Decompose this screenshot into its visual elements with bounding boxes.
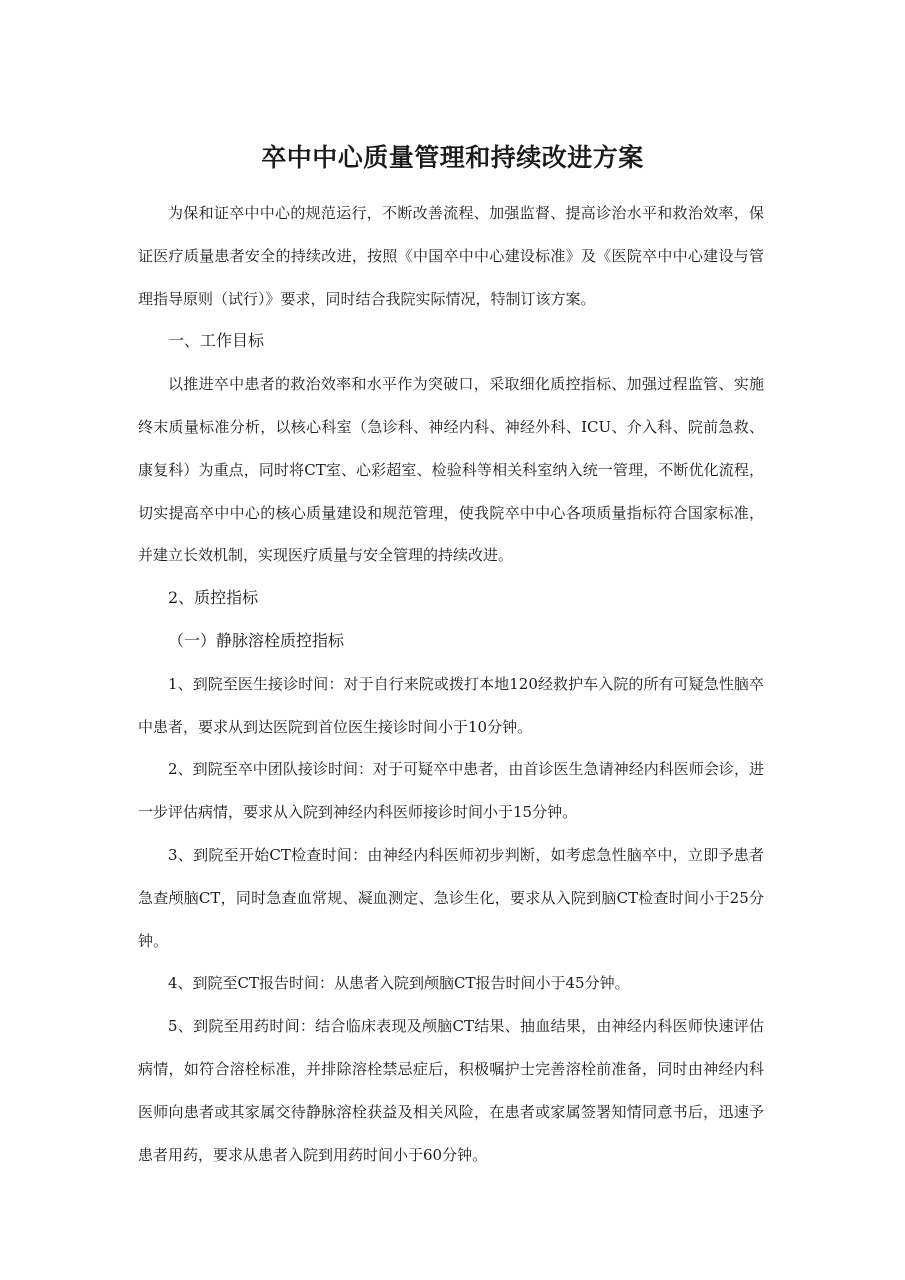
indicator-item-4: 4、到院至CT报告时间：从患者入院到颅脑CT报告时间小于45分钟。: [168, 974, 630, 993]
indicator-item-2: 2、到院至卒中团队接诊时间：对于可疑卒中患者，由首诊医生急请神经内科医师会诊，进一步评估病情，要求从入院到神经内科医师接诊时间小于15分钟。: [138, 760, 764, 822]
document-body: [138, 192, 764, 1176]
indicator-item-5: 5、到院至用药时间：结合临床表现及颅脑CT结果、抽血结果，由神经内科医师快速评估病情，如符合溶栓标准，并排除溶栓禁忌症后，积极嘱护士完善溶栓前准备，同时由神经内科医师向患者或其家属交待静脉溶栓获益及相关风险，在患者或家属签署知情同意书后，迅速予患者用药，要求从患者入院到用药时间小于60分钟。: [138, 1017, 764, 1164]
section-heading-work-goals: 一、工作目标: [168, 331, 265, 351]
document-title: 卒中中心质量管理和持续改进方案: [261, 143, 644, 172]
intro-paragraph: 为保和证卒中中心的规范运行，不断改善流程、加强监督、提高诊治水平和救治效率，保证医疗质量患者安全的持续改进，按照《中国卒中中心建设标准》及《医院卒中中心建设与管理指导原则（试行）》要求，同时结合我院实际情况，特制订该方案。: [138, 204, 764, 308]
subsection-heading-iv-thrombolysis: （一）静脉溶栓质控指标: [168, 630, 345, 650]
indicator-item-3: 3、到院至开始CT检查时间：由神经内科医师初步判断，如考虑急性脑卒中，立即予患者急查颅脑CT，同时急查血常规、凝血测定、急诊生化，要求从入院到脑CT检查时间小于25分钟。: [138, 845, 764, 950]
indicator-item-1: 1、到院至医生接诊时间：对于自行来院或拨打本地120经救护车入院的所有可疑急性脑卒中患者，要求从到达医院到首位医生接诊时间小于10分钟。: [138, 674, 764, 736]
section-heading-quality-indicators: 2、质控指标: [168, 588, 259, 608]
work-goals-paragraph: 以推进卒中患者的救治效率和水平作为突破口，采取细化质控指标、加强过程监管、实施终末质量标准分析，以核心科室（急诊科、神经内科、神经外科、ICU、介入科、院前急救、康复科）为重点，同时将CT室、心彩超室、检验科等相关科室纳入统一管理，不断优化流程，切实提高卒中中心的核心质量建设和规范管理，使我院卒中中心各项质量指标符合国家标准，并建立长效机制，实现医疗质量与安全管理的持续改进。: [138, 375, 764, 565]
